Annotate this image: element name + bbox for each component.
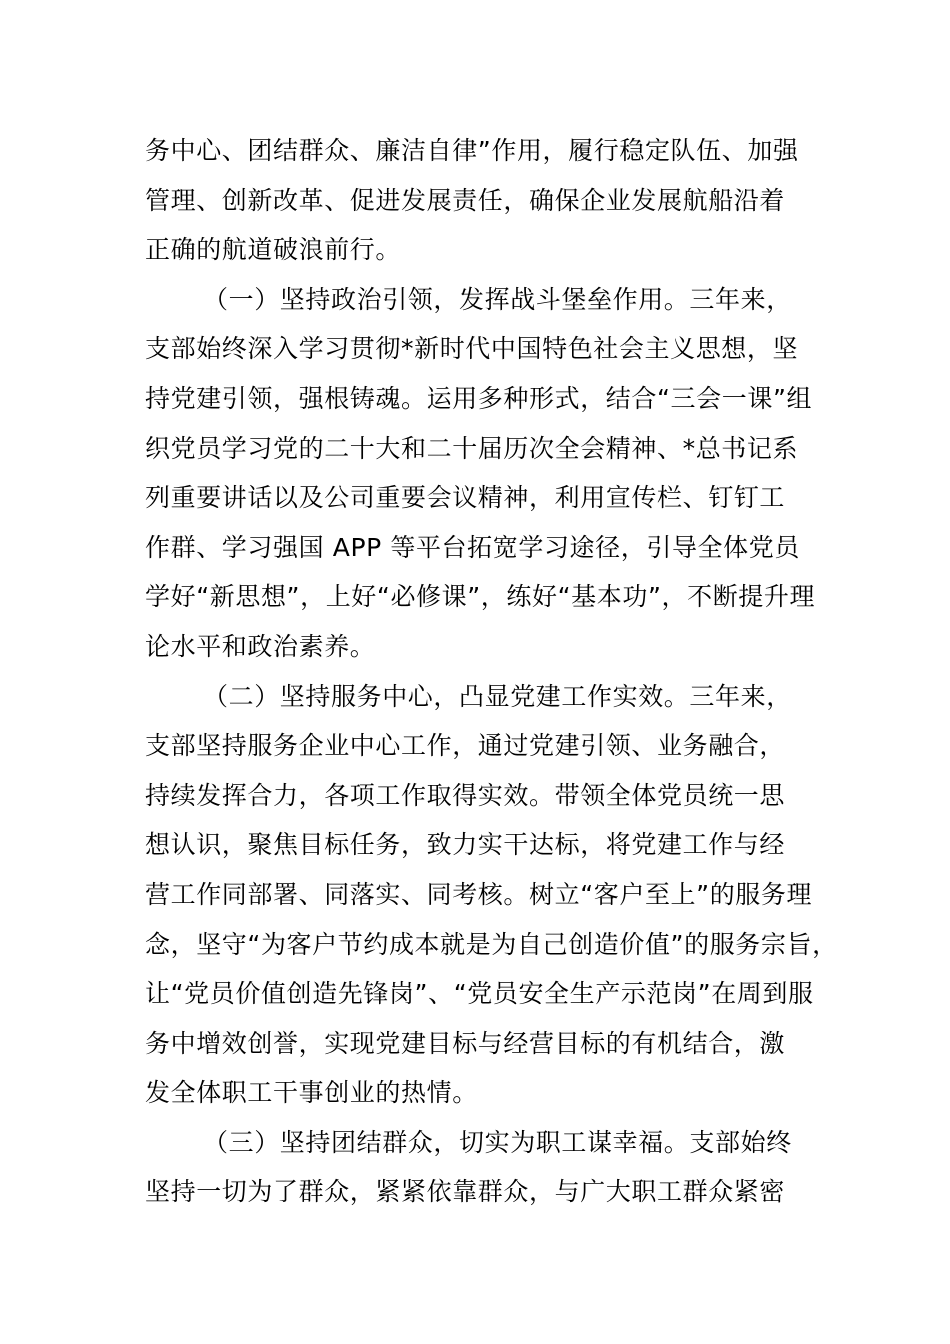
text-line: 支部始终深入学习贯彻*新时代中国特色社会主义思想，坚 (145, 334, 799, 364)
text-line: 学好“新思想”，上好“必修课”，练好“基本功”，不断提升理 (145, 582, 816, 612)
text-line: 论水平和政治素养。 (145, 631, 376, 661)
text-line: 织党员学习党的二十大和二十届历次全会精神、*总书记系 (145, 433, 799, 463)
text-line: 列重要讲话以及公司重要会议精神，利用宣传栏、钉钉工 (145, 483, 786, 513)
paragraph-service-center (145, 672, 838, 1118)
text-line: 务中增效创誉，实现党建目标与经营目标的有机结合，激 (145, 1028, 786, 1058)
text-line: 营工作同部署、同落实、同考核。树立“客户至上”的服务理 (145, 879, 813, 909)
document-body (145, 126, 838, 1217)
text-line: 作群、学习强国 APP 等平台拓宽学习途径，引导全体党员 (145, 532, 800, 562)
text-line: 务中心、团结群众、廉洁自律”作用，履行稳定队伍、加强 (145, 136, 799, 165)
text-line: 持党建引领，强根铸魂。运用多种形式，结合“三会一课”组 (145, 383, 813, 413)
paragraph-heading-line: （二）坚持服务中心，凸显党建工作实效。三年来， (203, 681, 792, 711)
paragraph-political-leadership (145, 275, 835, 672)
text-line: 发全体职工干事创业的热情。 (145, 1078, 478, 1108)
text-line: 想认识，聚焦目标任务，致力实干达标，将党建工作与经 (145, 830, 786, 860)
text-line: 持续发挥合力，各项工作取得实效。带领全体党员统一思 (145, 780, 786, 810)
paragraph-continuation (145, 126, 835, 275)
paragraph-heading-line: （一）坚持政治引领，发挥战斗堡垒作用。三年来， (203, 284, 792, 314)
text-line: 念，坚守“为客户节约成本就是为自己创造价值”的服务宗旨， (145, 929, 838, 959)
paragraph-heading-line: （三）坚持团结群众，切实为职工谋幸福。支部始终 (203, 1127, 792, 1157)
text-line: 正确的航道破浪前行。 (145, 235, 402, 265)
text-line: 坚持一切为了群众，紧紧依靠群众，与广大职工群众紧密 (145, 1177, 786, 1207)
text-line: 让“党员价值创造先锋岗”、“党员安全生产示范岗”在周到服 (145, 979, 814, 1009)
text-line: 支部坚持服务企业中心工作，通过党建引领、业务融合， (145, 731, 786, 761)
text-line: 管理、创新改革、促进发展责任，确保企业发展航船沿着 (145, 185, 786, 215)
paragraph-unite-masses (145, 1118, 835, 1217)
